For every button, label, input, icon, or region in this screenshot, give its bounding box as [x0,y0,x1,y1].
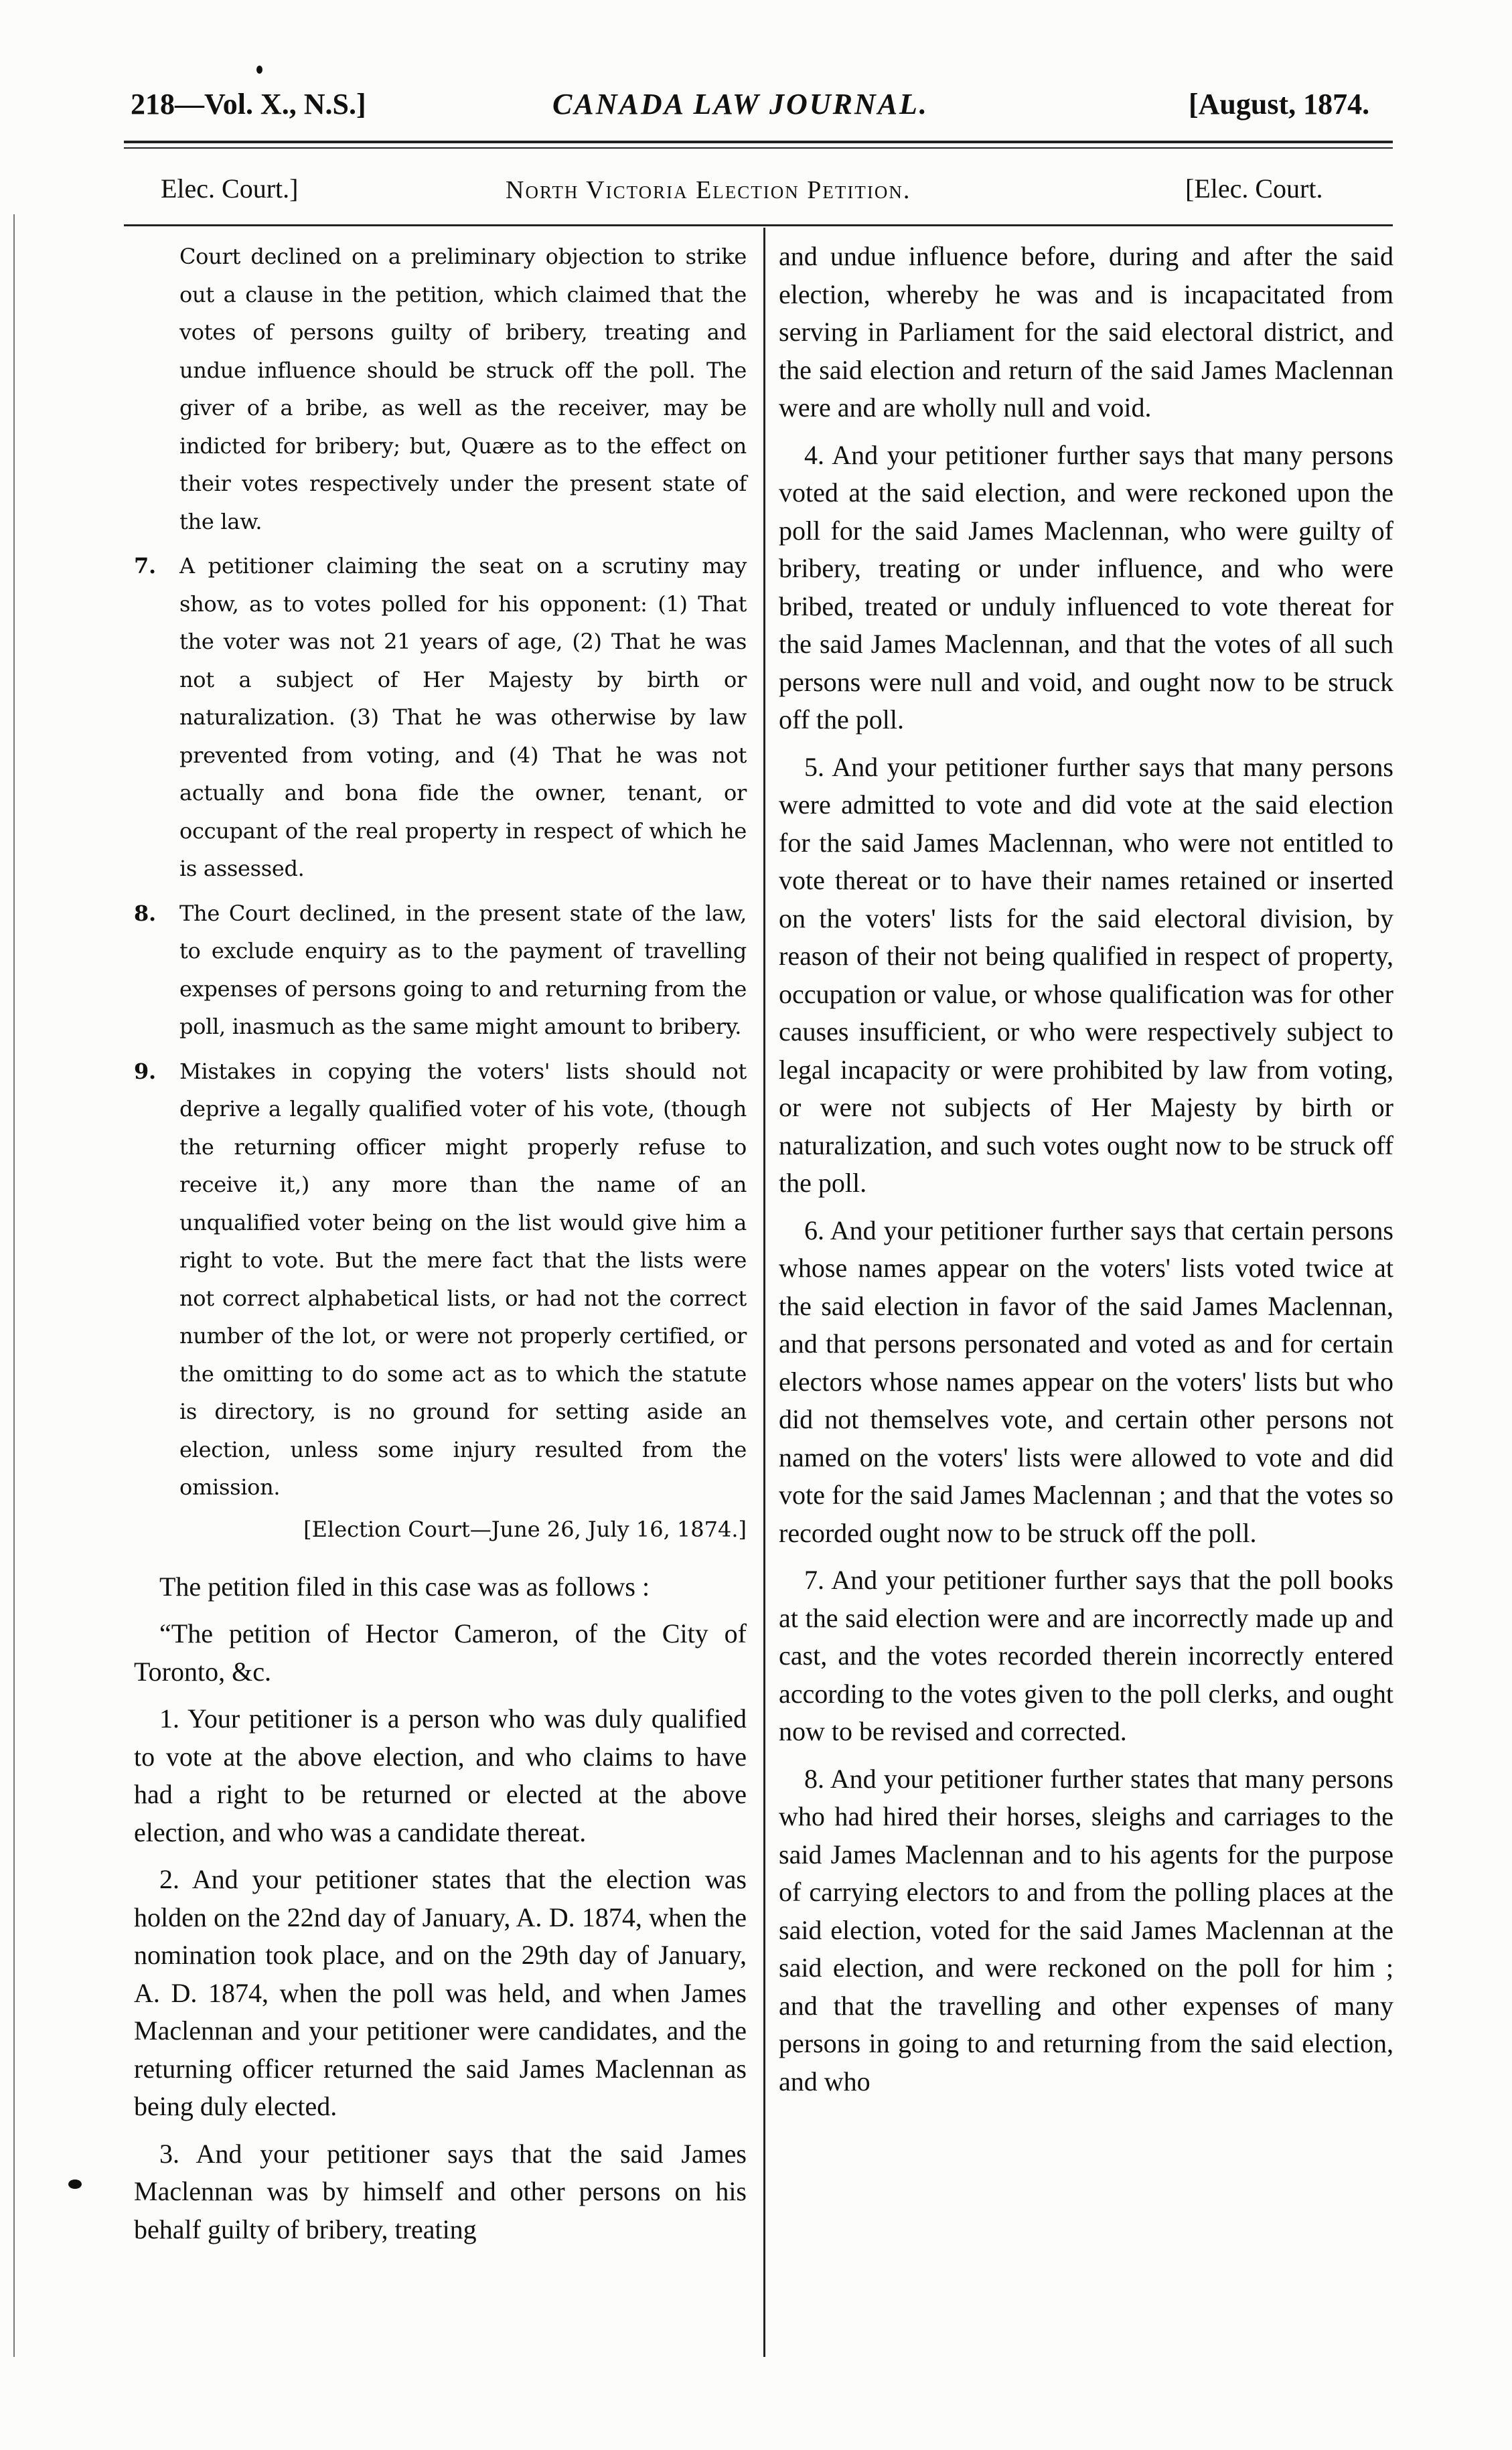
issue-date: [August, 1874. [1189,88,1370,121]
petition-paragraph-5: 5. And your petitioner further says that many persons were admitted to vote and did vote at the said election for the said James Maclennan, who were not entitled to vote thereat or to have their names retained or inserted on the voters' lists for the said electoral division, by reason of their not being qualified in respect of property, occupation or value, or whose qualification was for other causes insufficient, or who were respectively subject to legal incapacity or were prohibited by law from voting, or were not subjects of Her Majesty by birth or naturalization, and such votes ought now to be struck off the poll. [779,751,1393,1198]
left-column [134,238,747,2248]
header-rule-thin [124,147,1393,149]
header-rule [124,141,1393,143]
headnote-7 [134,547,747,888]
journal-title: CANADA LAW JOURNAL. [552,88,929,121]
petition-paragraph-1: 1. Your petitioner is a person who was duly qualified to vote at the above election, and who claims to have had a right to be returned or elected at the above election, and who was a candidate thereat. [134,1703,747,1847]
petition-intro: The petition filed in this case was as follows : [159,1571,650,1602]
court-label-left: Elec. Court.] [161,173,299,204]
headnote-number: 7. [134,553,156,579]
headnote-8 [134,895,747,1046]
petition-opening: “The petition of Hector Cameron, of the City of Toronto, &c. [134,1618,747,1687]
headnote-text: The Court declined, in the present state of the law, to exclude enquiry as to the payment of travelling expenses of persons going to and returning from the poll, inasmuch as the same might amount to bribery. [179,900,747,1039]
ink-speck [256,66,262,74]
page-volume-label: 218—Vol. X., N.S.] [131,88,366,121]
petition-paragraph-3-continued: and undue influence before, during and after the said election, whereby he was and is incapacitated from serving in Parliament for the said electoral district, and the said election and return of the said James Maclennan were and are wholly null and void. [779,241,1393,423]
court-label-right: [Elec. Court. [1185,173,1323,204]
court-dates: [Election Court—June 26, July 16, 1874.] [303,1516,747,1542]
headnote-text: Mistakes in copying the voters' lists should not deprive a legally qualified voter of his vote, (though the returning officer might properly refuse to receive it,) any more than the name of an unqualified voter being on the list would give him a right to vote. But the mere fact that the lists were not correct alphabetical lists, or had not the correct number of the lot, or were not properly certified, or the omitting to do some act as to which the statute is directory, is no ground for setting aside an election, unless some injury resulted from the omission. [179,1058,747,1500]
headnote-9 [134,1053,747,1507]
headnote-number: 9. [134,1058,156,1084]
petition-paragraph-3-start: 3. And your petitioner says that the said James Maclennan was by himself and other persons on his behalf guilty of bribery, treating [134,2138,747,2244]
petition-paragraph-8: 8. And your petitioner further states that many persons who had hired their horses, sleighs and carriages to the said James Maclennan and to his agents for the purpose of carrying electors to and from the polling places at the said election, voted for the said James Maclennan at the said election, and were reckoned on the poll for him ; and that the travelling and other expenses of many persons in going to and returning from the said election, and who [779,1763,1393,2096]
headnote-number: 8. [134,900,156,926]
caption-rule [124,224,1393,226]
scan-edge [13,214,15,2357]
right-column [779,238,1393,2100]
petition-paragraph-6: 6. And your petitioner further says that certain persons whose names appear on the voters' lists voted twice at the said election in favor of the said James Maclennan, and that persons personated and voted as and for certain electors whose names appear on the voters' lists but who did not themselves vote, and certain other persons not named on the voters' lists were allowed to vote and did vote for the said James Maclennan ; and that the votes so recorded ought now to be struck off the poll. [779,1215,1393,1548]
petition-paragraph-2: 2. And your petitioner states that the election was holden on the 22nd day of January, A. D. 1874, when the nomination took place, and on the 29th day of January, A. D. 1874, when the poll was held, and when James Maclennan and your petitioner were candidates, and the returning officer returned the said James Maclennan as being duly elected. [134,1864,747,2121]
headnote-text: A petitioner claiming the seat on a scrutiny may show, as to votes polled for his opponent: (1) That the voter was not 21 years of age, (2) That he was not a subject of Her Majesty by birth or naturalization. (3) That he was otherwise by law prevented from voting, and (4) That he was not actually and bona fide the owner, tenant, or occupant of the real property in respect of which he is assessed. [179,553,747,881]
ink-speck [68,2179,82,2189]
petition-paragraph-7: 7. And your petitioner further says that the poll books at the said election were and are incorrectly made up and cast, and the votes recorded therein incorrectly entered according to the votes given to the poll clerks, and ought now to be revised and corrected. [779,1565,1393,1746]
petition-paragraph-4: 4. And your petitioner further says that many persons voted at the said election, and were reckoned upon the poll for the said James Maclennan, who were guilty of bribery, treating or under influence, and who were bribed, treated or unduly influenced to vote thereat for the said James Maclennan, and that the votes of all such persons were null and void, and ought now to be struck off the poll. [779,439,1393,735]
case-caption: North Victoria Election Petition. [506,176,911,204]
column-divider [763,228,765,2357]
headnote-6-continued: Court declined on a preliminary objection to strike out a clause in the petition, which claimed that the votes of persons guilty of bribery, treating and undue influence should be struck off the poll. The giver of a bribe, as well as the receiver, may be indicted for bribery; but, Quære as to the effect on their votes respectively under the present state of the law. [179,244,747,534]
